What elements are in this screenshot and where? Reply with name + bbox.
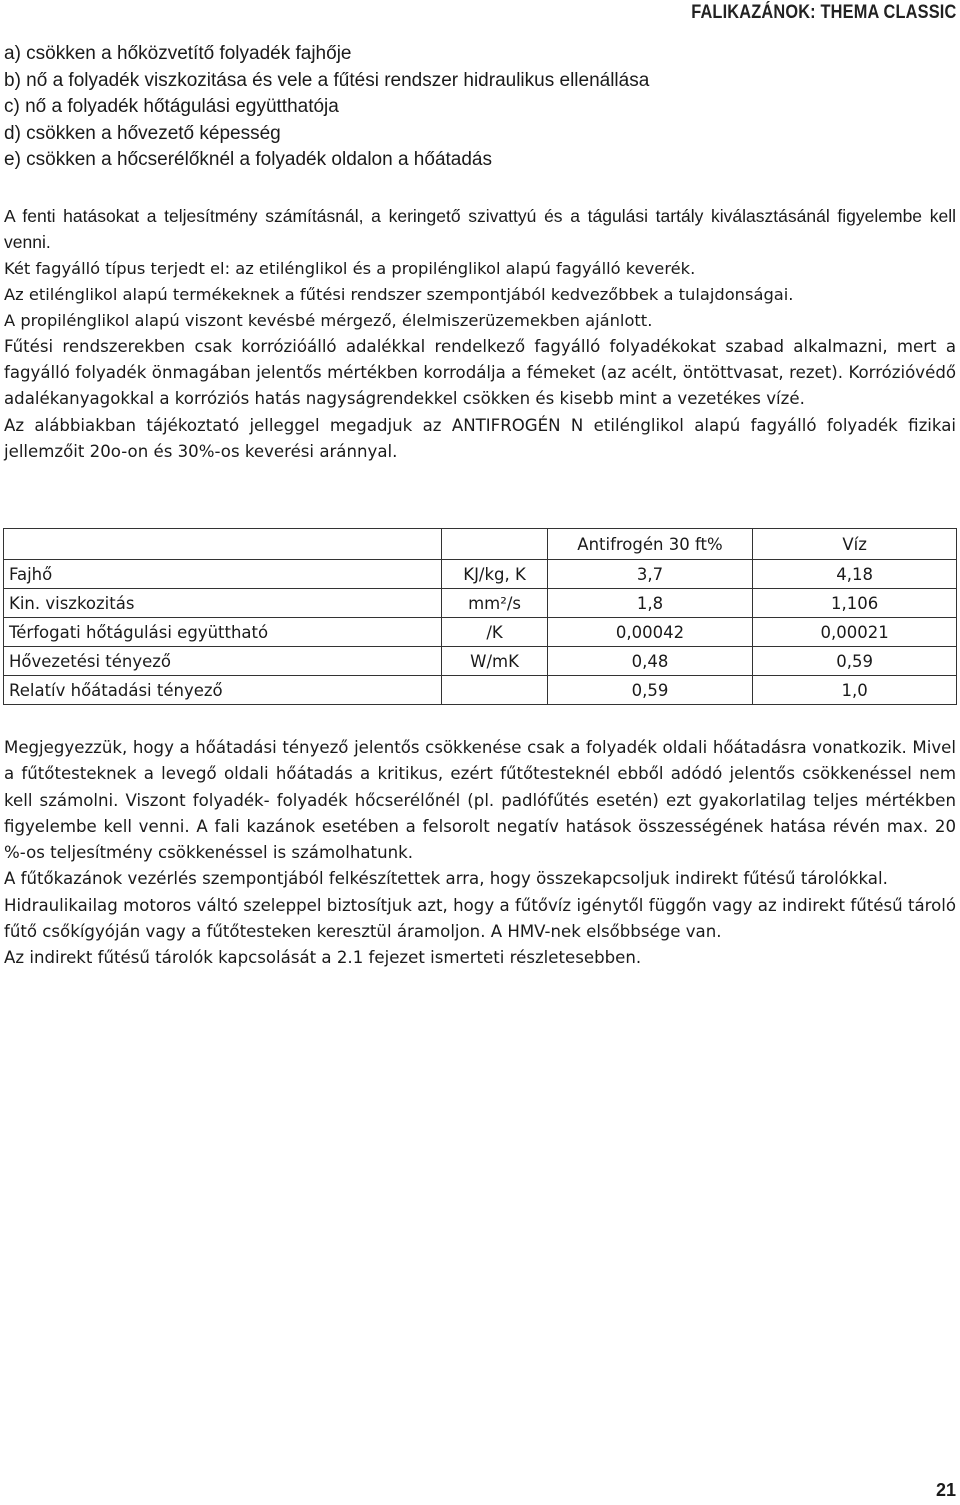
water-value: 4,18: [753, 560, 957, 589]
antifrogen-value: 1,8: [547, 589, 753, 618]
property-name: Relatív hőátadási tényező: [4, 676, 442, 705]
property-name: Fajhő: [4, 560, 442, 589]
property-name: Hővezetési tényező: [4, 647, 442, 676]
property-unit: [442, 676, 547, 705]
antifrogen-value: 3,7: [547, 560, 753, 589]
paragraph: Hidraulikailag motoros váltó szeleppel biztosítjuk azt, hogy a fűtővíz igénytől függőn vagy az indirekt fűtésű tároló fűtő csőkígyóján vagy a fűtőtesteken keresztül áramoljon. A HMV-nek elsőbbsége van.: [4, 895, 956, 942]
water-value: 1,106: [753, 589, 957, 618]
intro-paragraph-block: [4, 203, 956, 255]
property-unit: W/mK: [442, 647, 547, 676]
property-unit: KJ/kg, K: [442, 560, 547, 589]
paragraph: A propilénglikol alapú viszont kevésbé mérgező, élelmiszerüzemekben ajánlott.: [4, 311, 653, 331]
table-row: [4, 647, 957, 676]
property-unit: mm²/s: [442, 589, 547, 618]
effects-list: [4, 41, 904, 174]
paragraph: Megjegyezzük, hogy a hőátadási tényező jelentős csökkenése csak a folyadék oldali hőátadásra vonatkozik. Mivel a fűtőtesteknek a levegő oldali hőátadás a kritikus, ezért fűtőtesteknél ebből adódó jelentős csökkenéssel nem kell számolni. Viszont folyadék- folyadék hőcserélőnél (pl. padlófűtés esetén) ezt gyakorlatilag teljes mértékben figyelembe kell venni. A fali kazánok esetében a felsorolt negatív hatások összességének hatása révén max. 20 %-os teljesítmény csökkenéssel is számolhatunk.: [4, 738, 956, 863]
table-row: [4, 589, 957, 618]
paragraph: A fűtőkazánok vezérlés szempontjából felkészítettek arra, hogy összekapcsoljuk indirekt fűtésű tárolókkal.: [4, 869, 888, 889]
water-value: 1,0: [753, 676, 957, 705]
table-header-cell: [442, 529, 547, 560]
table-header-antifrogen: Antifrogén 30 ft%: [547, 529, 753, 560]
intro-paragraph: A fenti hatásokat a teljesítmény számításnál, a keringető szivattyú és a tágulási tartály kiválasztásánál figyelembe kell venni.: [4, 206, 956, 252]
table-header-row: [4, 529, 957, 560]
antifrogen-value: 0,00042: [547, 618, 753, 647]
properties-table: [3, 528, 957, 705]
list-item: a) csökken a hőközvetítő folyadék fajhője: [4, 43, 352, 64]
list-item: d) csökken a hővezető képesség: [4, 122, 281, 144]
table-header-cell: [4, 529, 442, 560]
water-value: 0,59: [753, 647, 957, 676]
table-header-water: Víz: [753, 529, 957, 560]
property-name: Térfogati hőtágulási együttható: [4, 618, 442, 647]
table-row: [4, 560, 957, 589]
water-value: 0,00021: [753, 618, 957, 647]
paragraph: Az etilénglikol alapú termékeknek a fűtési rendszer szempontjából kedvezőbbek a tulajdonságai.: [4, 285, 794, 305]
paragraph: Az indirekt fűtésű tárolók kapcsolását a 2.1 fejezet ismerteti részletesebben.: [4, 948, 642, 968]
antifreeze-paragraphs: [4, 256, 956, 465]
table-row: [4, 676, 957, 705]
antifrogen-value: 0,59: [547, 676, 753, 705]
closing-paragraphs: [4, 735, 956, 972]
list-item: b) nő a folyadék viszkozitása és vele a fűtési rendszer hidraulikus ellenállása: [4, 69, 650, 91]
list-item: c) nő a folyadék hőtágulási együtthatója: [4, 96, 339, 117]
table-row: [4, 618, 957, 647]
property-unit: /K: [442, 618, 547, 647]
page-number: 21: [935, 1480, 956, 1500]
document-header-title: FALIKAZÁNOK: THEMA CLASSIC: [690, 2, 956, 23]
paragraph: Két fagyálló típus terjedt el: az etilénglikol és a propilénglikol alapú fagyálló keverék.: [4, 259, 696, 278]
paragraph: Az alábbiakban tájékoztató jelleggel megadjuk az ANTIFROGÉN N etilénglikol alapú fagyálló folyadék fizikai jellemzőit 20o-on és 30%-os keverési aránnyal.: [4, 415, 956, 461]
antifrogen-value: 0,48: [547, 647, 753, 676]
property-name: Kin. viszkozitás: [4, 589, 442, 618]
list-item: e) csökken a hőcserélőknél a folyadék oldalon a hőátadás: [4, 149, 492, 170]
paragraph: Fűtési rendszerekben csak korrózióálló adalékkal rendelkező fagyálló folyadékokat szabad alkalmazni, mert a fagyálló folyadék önmagában jelentős mértékben korrodálja a fémeket (az acélt, öntöttvasat, rezet). Korrózióvédő adalékanyagokkal a korróziós hatás nagyságrendekkel csökken és kisebb mint a vezetékes vízé.: [4, 337, 956, 409]
